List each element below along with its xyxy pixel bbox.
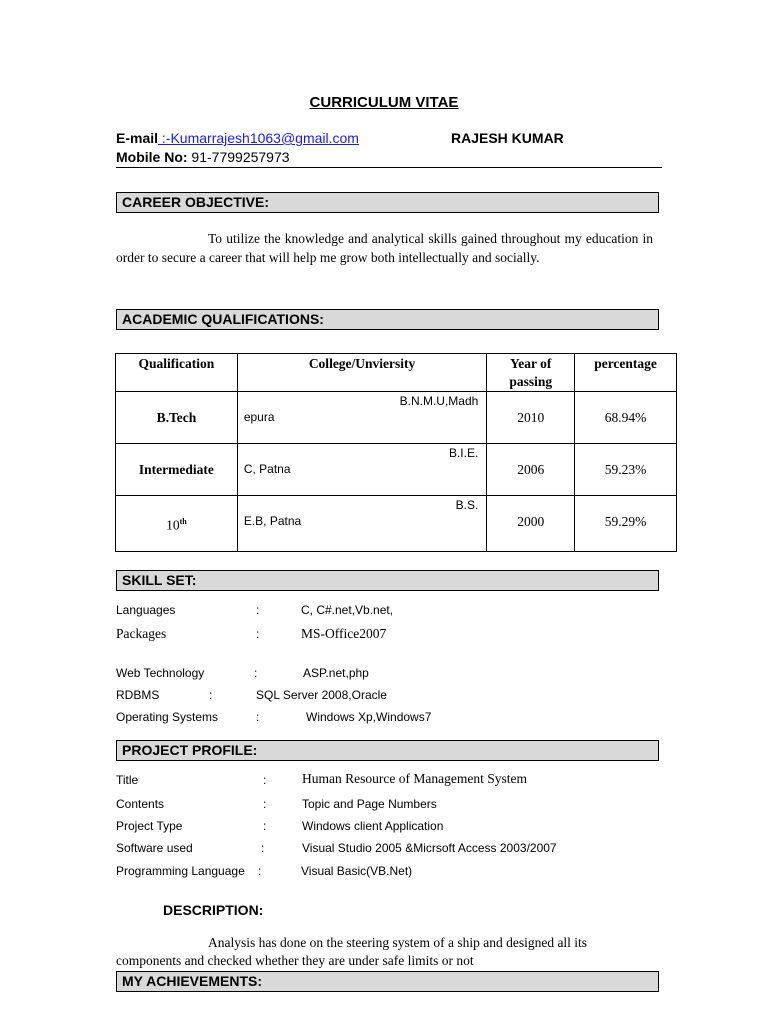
col-header-qualification: Qualification bbox=[116, 354, 238, 392]
description-body: Analysis has done on the steering system of a ship and designed all its components and checked whether they are under safe limits or not bbox=[116, 935, 588, 968]
email-line bbox=[116, 130, 359, 146]
skill-value: SQL Server 2008,Oracle bbox=[256, 688, 387, 702]
project-label: Title bbox=[116, 773, 139, 787]
percentage-cell: 59.23% bbox=[604, 462, 647, 477]
mobile-label: Mobile No: bbox=[116, 149, 188, 165]
project-separator: : bbox=[258, 864, 262, 878]
mobile-value: 91-7799257973 bbox=[187, 149, 290, 165]
qualification-cell: Intermediate bbox=[138, 462, 214, 477]
skill-separator: : bbox=[256, 627, 260, 641]
description-text bbox=[116, 934, 653, 970]
career-objective-body: utilize the knowledge and analytical skills gained throughout my education in order to secure a career that will help me grow both intellectually and socially. bbox=[116, 231, 653, 265]
section-academic-qualifications: ACADEMIC QUALIFICATIONS: bbox=[116, 309, 659, 330]
skill-label: Web Technology bbox=[116, 666, 205, 680]
project-value: Visual Studio 2005 &Micrsoft Access 2003/2007 bbox=[302, 841, 557, 855]
qualification-cell: B.Tech bbox=[156, 410, 197, 425]
college-cell-top: B.S. bbox=[455, 498, 479, 512]
skill-value: Windows Xp,Windows7 bbox=[306, 710, 432, 724]
skill-separator: : bbox=[256, 603, 260, 617]
college-cell-bottom: E.B, Patna bbox=[243, 514, 302, 528]
table-row bbox=[116, 392, 677, 444]
candidate-name: RAJESH KUMAR bbox=[451, 130, 564, 146]
email-label: E-mail bbox=[116, 130, 159, 146]
col-header-year: Year of passing bbox=[487, 354, 575, 392]
section-skill-set: SKILL SET: bbox=[116, 570, 659, 591]
qualification-cell bbox=[116, 496, 237, 551]
col-header-percentage: percentage bbox=[575, 354, 677, 392]
project-separator: : bbox=[263, 819, 267, 833]
section-career-objective: CAREER OBJECTIVE: bbox=[116, 192, 659, 213]
college-cell-bottom: epura bbox=[243, 410, 275, 424]
project-separator: : bbox=[261, 841, 265, 855]
college-cell-bottom: C, Patna bbox=[243, 462, 291, 476]
year-cell: 2006 bbox=[517, 462, 545, 477]
email-link[interactable]: :-Kumarrajesh1063@gmail.com bbox=[158, 130, 359, 146]
skill-value: MS-Office2007 bbox=[301, 626, 387, 641]
qualification-superscript: th bbox=[179, 517, 187, 526]
career-objective-text bbox=[116, 229, 653, 267]
percentage-cell: 68.94% bbox=[604, 410, 647, 425]
table-row bbox=[116, 496, 677, 552]
skill-label: Operating Systems bbox=[116, 710, 219, 724]
table-header-row bbox=[116, 354, 677, 392]
section-project-profile: PROJECT PROFILE: bbox=[116, 740, 659, 761]
qualifications-table bbox=[115, 353, 677, 552]
project-value: Topic and Page Numbers bbox=[302, 797, 437, 811]
project-label: Contents bbox=[116, 797, 165, 811]
project-value: Human Resource of Management System bbox=[302, 771, 527, 786]
header-divider bbox=[116, 167, 662, 168]
year-cell: 2000 bbox=[517, 514, 545, 529]
description-heading: DESCRIPTION: bbox=[163, 902, 264, 918]
project-label: Project Type bbox=[116, 819, 183, 833]
project-label: Programming Language bbox=[116, 864, 245, 878]
skill-label: RDBMS bbox=[116, 688, 160, 702]
table-row bbox=[116, 444, 677, 496]
year-cell: 2010 bbox=[517, 410, 545, 425]
page-title: CURRICULUM VITAE bbox=[309, 94, 459, 111]
project-value: Visual Basic(VB.Net) bbox=[301, 864, 413, 878]
skill-value: ASP.net,php bbox=[303, 666, 369, 680]
section-my-achievements: MY ACHIEVEMENTS: bbox=[116, 971, 659, 992]
skill-separator: : bbox=[209, 688, 213, 702]
col-header-college: College/Unviersity bbox=[237, 354, 486, 392]
college-cell-top: B.N.M.U,Madh bbox=[399, 394, 479, 408]
skill-value: C, C#.net,Vb.net, bbox=[301, 603, 394, 617]
mobile-line bbox=[116, 149, 290, 165]
project-label: Software used bbox=[116, 841, 193, 855]
project-separator: : bbox=[263, 797, 267, 811]
career-objective-lead: To bbox=[208, 231, 223, 246]
percentage-cell: 59.29% bbox=[604, 514, 647, 529]
skill-label: Languages bbox=[116, 603, 176, 617]
skill-label: Packages bbox=[116, 626, 167, 641]
college-cell-top: B.I.E. bbox=[448, 446, 479, 460]
skill-separator: : bbox=[254, 666, 258, 680]
project-value: Windows client Application bbox=[302, 819, 444, 833]
skill-separator: : bbox=[256, 710, 260, 724]
project-separator: : bbox=[263, 773, 267, 787]
qualification-text: 10 bbox=[166, 517, 180, 533]
